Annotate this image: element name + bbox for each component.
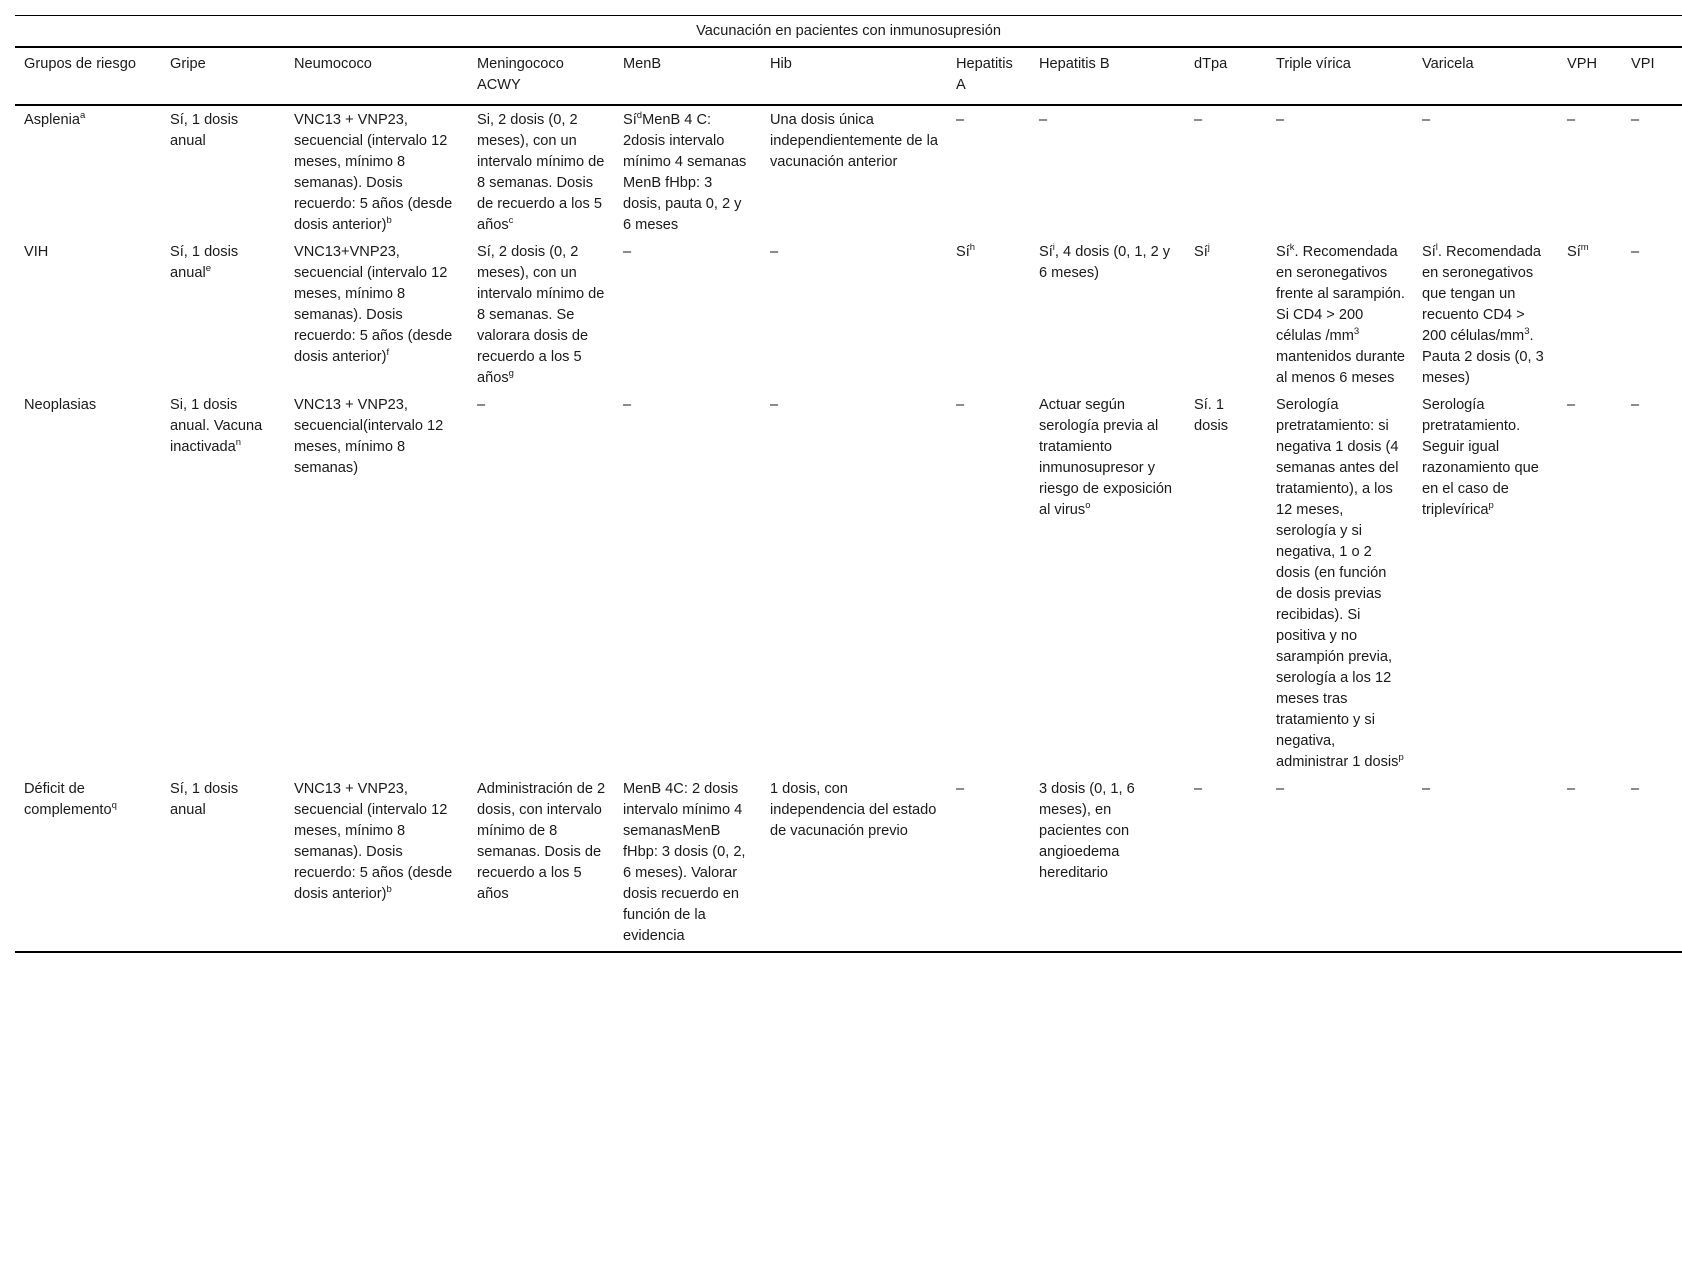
cell-text: – [770,244,779,260]
cell-text: Sí [623,112,637,128]
cell-text: . Recomendada en seronegativos que tengan un recuento CD4 > 200 células/mm [1422,244,1541,344]
table-row [15,391,1682,775]
cell-text: – [1631,112,1640,128]
table-cell [1185,105,1267,238]
risk-group-cell [15,775,161,952]
table-cell [285,238,468,391]
footnote-marker: 3 [1524,326,1530,338]
cell-text: – [956,397,965,413]
column-header: Neumococo [285,47,468,105]
column-header: Hib [761,47,947,105]
table-cell [1622,775,1682,952]
cell-text: Si, 2 dosis (0, 2 meses), con un intervalo mínimo de 8 semanas. Dosis de recuerdo a los 5 años [477,112,605,233]
table-cell [614,391,761,775]
cell-text: – [623,244,632,260]
vaccination-table [15,15,1682,953]
table-caption: Vacunación en pacientes con inmunosupresión [15,16,1682,48]
cell-text: mantenidos durante al menos 6 meses [1276,349,1405,386]
cell-text: Déficit de complemento [24,781,112,818]
cell-text: Una dosis única independientemente de la vacunación anterior [770,112,938,170]
cell-text: – [1194,112,1203,128]
footnote-marker: c [508,215,514,227]
footnote-marker: l [1435,242,1438,254]
cell-text: VNC13 + VNP23, secuencial (intervalo 12 meses, mínimo 8 semanas). Dosis recuerdo: 5 años (desde dosis anterior) [294,781,453,902]
table-cell [1267,238,1413,391]
column-header: VPH [1558,47,1622,105]
column-header: Varicela [1413,47,1558,105]
column-header: Hepatitis B [1030,47,1185,105]
column-header: Grupos de riesgo [15,47,161,105]
table-cell [1622,238,1682,391]
cell-text: Sí, 1 dosis anual [170,244,239,281]
column-header: Triple vírica [1267,47,1413,105]
table-cell [1558,391,1622,775]
cell-text: , 4 dosis (0, 1, 2 y 6 meses) [1039,244,1171,281]
footnote-marker: j [1207,242,1210,254]
cell-text: Sí [1567,244,1581,260]
cell-text: VIH [24,244,49,260]
table-cell [1185,238,1267,391]
footnote-marker: a [79,110,86,122]
table-cell [161,391,285,775]
table-row [15,775,1682,952]
cell-text: Asplenia [24,112,80,128]
cell-text: – [477,397,486,413]
footnote-marker: p [1488,500,1494,512]
footnote-marker: 3 [1353,326,1360,338]
risk-group-cell [15,238,161,391]
cell-text: – [1567,397,1576,413]
table-cell [1267,391,1413,775]
cell-text: – [1631,781,1640,797]
cell-text: – [956,781,965,797]
cell-text: – [956,112,965,128]
table-cell [161,105,285,238]
cell-text: Sí, 1 dosis anual [170,112,239,149]
cell-text: – [1567,112,1576,128]
table-cell [947,238,1030,391]
cell-text: – [1276,781,1285,797]
cell-text: – [1422,781,1431,797]
table-cell [468,391,614,775]
cell-text: Sí [1039,244,1053,260]
table-cell [1030,775,1185,952]
column-header: Meningococo ACWY [468,47,614,105]
table-cell [285,775,468,952]
cell-text: VNC13 + VNP23, secuencial(intervalo 12 meses, mínimo 8 semanas) [294,397,444,476]
table-cell [1558,105,1622,238]
footnote-marker: b [386,215,392,227]
header-row [15,47,1682,105]
table-cell [761,105,947,238]
cell-text: Neoplasias [24,397,97,413]
table-cell [468,775,614,952]
cell-text: – [623,397,632,413]
cell-text: MenB 4C: 2 dosis intervalo mínimo 4 semanasMenB fHbp: 3 dosis (0, 2, 6 meses). Valorar dosis recuerdo en función de la evidencia [623,781,746,944]
cell-text: Serología pretratamiento: si negativa 1 dosis (4 semanas antes del tratamiento), a los 12 meses, serología y si negativa, 1 o 2 dosis (en función de dosis previas recibidas). Si positiva y no sarampión previa, serología a los 12 meses tras tratamiento y si negativa, administrar 1 dosis [1276,397,1399,770]
risk-group-cell [15,391,161,775]
table-cell [1030,391,1185,775]
risk-group-cell [15,105,161,238]
table-body [15,105,1682,952]
footnote-marker: h [969,242,976,254]
column-header: Hepatitis A [947,47,1030,105]
footnote-marker: k [1289,242,1295,254]
table-cell [1185,775,1267,952]
table-cell [947,775,1030,952]
table-cell [1622,105,1682,238]
cell-text: – [1631,244,1640,260]
table-cell [1558,775,1622,952]
footnote-marker: d [636,110,643,122]
table-cell [161,775,285,952]
table-cell [1413,775,1558,952]
footnote-marker: i [1052,242,1055,254]
table-cell [761,775,947,952]
column-header: MenB [614,47,761,105]
table-cell [947,105,1030,238]
table-cell [1267,775,1413,952]
cell-text: . Pauta 2 dosis (0, 3 meses) [1422,328,1544,386]
vaccination-table-container [15,15,1682,953]
footnote-marker: f [386,347,390,359]
table-cell [1030,105,1185,238]
footnote-marker: b [386,884,392,896]
footnote-marker: p [1398,752,1404,764]
table-cell [1267,105,1413,238]
cell-text: 1 dosis, con independencia del estado de vacunación previo [770,781,937,839]
cell-text: VNC13+VNP23, secuencial (intervalo 12 meses, mínimo 8 semanas). Dosis recuerdo: 5 años (desde dosis anterior) [294,244,453,365]
table-cell [1413,105,1558,238]
cell-text: 3 dosis (0, 1, 6 meses), en pacientes con angioedema hereditario [1039,781,1135,881]
table-cell [947,391,1030,775]
cell-text: VNC13 + VNP23, secuencial (intervalo 12 meses, mínimo 8 semanas). Dosis recuerdo: 5 años (desde dosis anterior) [294,112,453,233]
cell-text: Actuar según serología previa al tratamiento inmunosupresor y riesgo de exposición al virus [1039,397,1173,518]
cell-text: Si, 1 dosis anual. Vacuna inactivada [170,397,263,455]
table-cell [614,775,761,952]
cell-text: – [1194,781,1203,797]
cell-text: Sí [956,244,970,260]
cell-text: Serología pretratamiento. Seguir igual razonamiento que en el caso de triplevírica [1422,397,1539,518]
table-cell [1622,391,1682,775]
cell-text: Sí, 2 dosis (0, 2 meses), con un intervalo mínimo de 8 semanas. Se valorara dosis de recuerdo a los 5 años [477,244,605,386]
table-cell [1413,238,1558,391]
footnote-marker: n [235,437,242,449]
table-cell [761,391,947,775]
cell-text: – [1422,112,1431,128]
cell-text: – [1276,112,1285,128]
column-header: VPI [1622,47,1682,105]
cell-text: – [770,397,779,413]
footnote-marker: o [1085,500,1091,512]
footnote-marker: m [1580,242,1589,254]
cell-text: . Recomendada en seronegativos frente al sarampión. Si CD4 > 200 células /mm [1276,244,1405,344]
cell-text: – [1631,397,1640,413]
cell-text: Sí [1422,244,1436,260]
table-cell [1413,391,1558,775]
cell-text: Sí, 1 dosis anual [170,781,239,818]
footnote-marker: g [508,368,514,380]
table-cell [761,238,947,391]
footnote-marker: q [111,800,117,812]
cell-text: Sí [1194,244,1208,260]
cell-text: Administración de 2 dosis, con intervalo mínimo de 8 semanas. Dosis de recuerdo a los 5 años [477,781,606,902]
table-cell [285,391,468,775]
column-header: Gripe [161,47,285,105]
cell-text: – [1039,112,1048,128]
cell-text: Sí [1276,244,1290,260]
caption-row [15,16,1682,48]
cell-text: – [1567,781,1576,797]
table-cell [1030,238,1185,391]
footnote-marker: e [205,263,212,275]
table-row [15,105,1682,238]
table-cell [468,238,614,391]
table-row [15,238,1682,391]
column-header: dTpa [1185,47,1267,105]
table-cell [468,105,614,238]
table-cell [285,105,468,238]
cell-text: Sí. 1 dosis [1194,397,1229,434]
table-cell [161,238,285,391]
table-cell [1558,238,1622,391]
cell-text: MenB fHbp: 3 dosis, pauta 0, 2 y 6 meses [623,175,742,233]
table-cell [614,238,761,391]
table-cell [614,105,761,238]
cell-text: MenB 4 C: 2dosis intervalo mínimo 4 semanas [623,112,747,170]
table-cell [1185,391,1267,775]
